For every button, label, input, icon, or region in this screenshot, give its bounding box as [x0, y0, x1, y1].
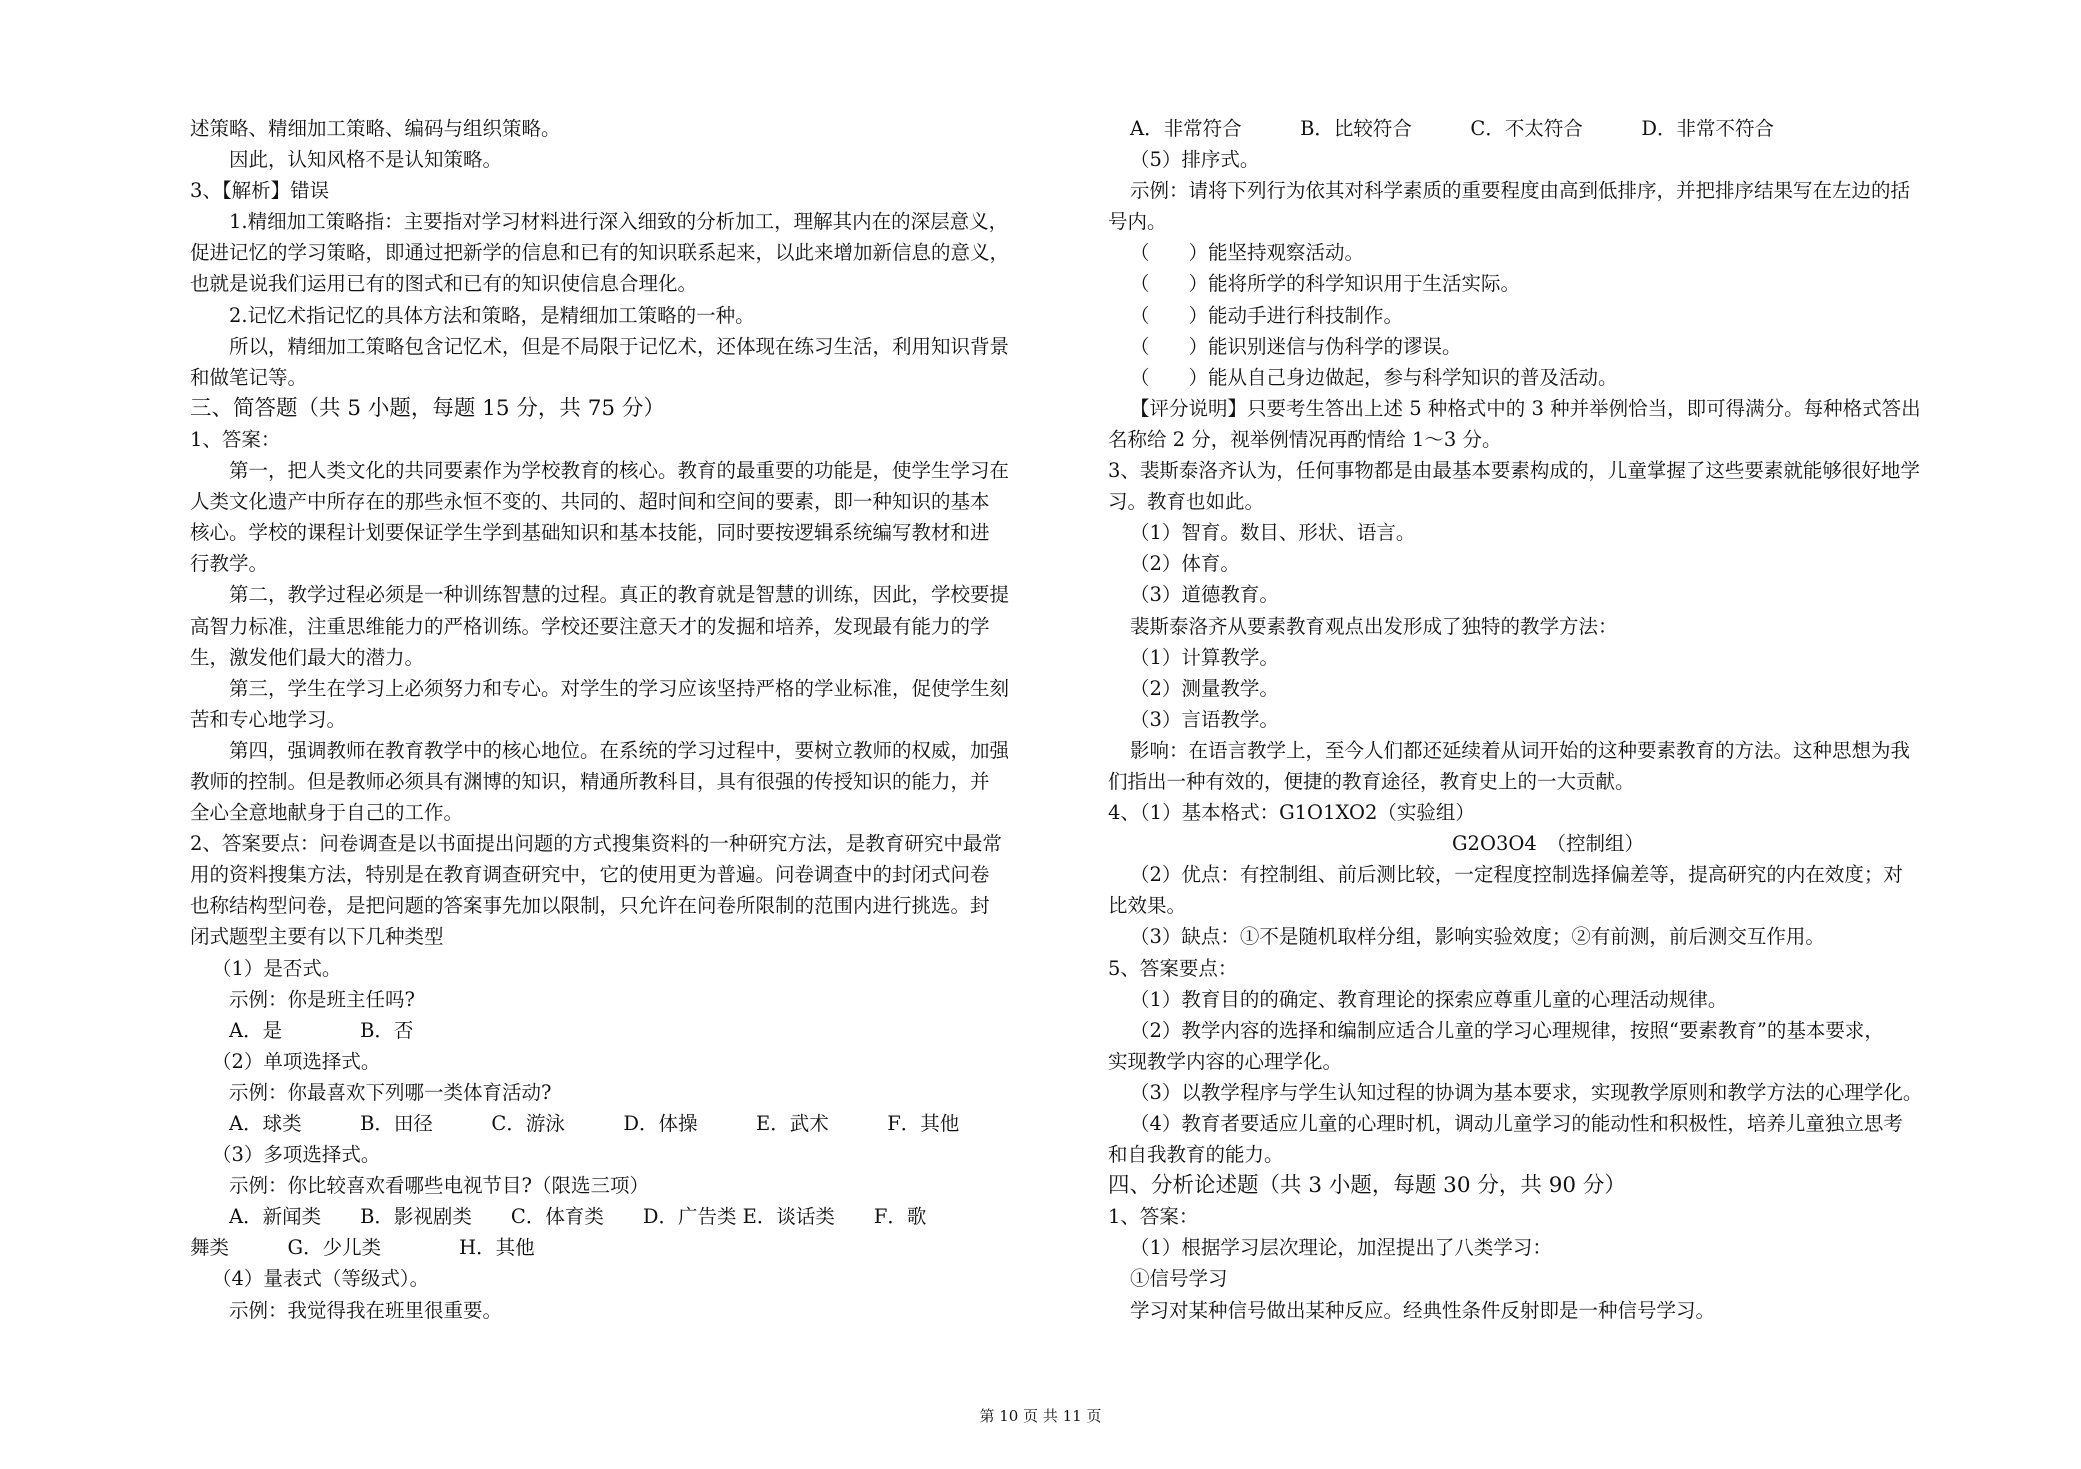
text-line: 用的资料搜集方法，特别是在教育调查研究中，它的使用更为普遍。问卷调查中的封闭式问卷	[190, 863, 990, 887]
text-line: 示例：你是班主任吗?	[229, 987, 415, 1011]
text-line: （1）智育。数目、形状、语言。	[1130, 521, 1416, 545]
text-line: （2）单项选择式。	[212, 1049, 381, 1073]
text-line: 示例：我觉得我在班里很重要。	[229, 1298, 503, 1322]
text-line: 4、（1）基本格式：G1O1XO2（实验组）	[1108, 801, 1475, 825]
text-line: 和自我教育的能力。	[1108, 1143, 1284, 1167]
text-line: 人类文化遗产中所存在的那些永恒不变的、共同的、超时间和空间的要素，即一种知识的基本	[190, 490, 990, 514]
text-line: 第三，学生在学习上必须努力和专心。对学生的学习应该坚持严格的学业标准，促使学生刻	[229, 676, 1010, 700]
text-line: 第四，强调教师在教育教学中的核心地位。在系统的学习过程中，要树立教师的权威，加强	[229, 738, 1010, 762]
text-line: 号内。	[1108, 210, 1167, 234]
text-line: 述策略、精细加工策略、编码与组织策略。	[190, 117, 561, 140]
text-line: A．新闻类 B．影视剧类 C．体育类 D．广告类 E．谈话类 F．歌	[229, 1205, 927, 1229]
text-line: （ ）能动手进行科技制作。	[1130, 303, 1404, 327]
text-line: 促进记忆的学习策略，即通过把新学的信息和已有的知识联系起来，以此来增加新信息的意义，	[190, 241, 1010, 265]
section-heading: 四、分析论述题（共 3 小题，每题 30 分，共 90 分）	[1108, 1173, 1626, 1199]
text-line: （5）排序式。	[1130, 148, 1260, 172]
text-line: 影响：在语言教学上，至今人们都还延续着从词开始的这种要素教育的方法。这种思想为我	[1130, 738, 1911, 762]
text-line: 第一，把人类文化的共同要素作为学校教育的核心。教育的最重要的功能是，使学生学习在	[229, 459, 1010, 483]
text-line: 【评分说明】只要考生答出上述 5 种格式中的 3 种并举例恰当，即可得满分。每种格式答出	[1130, 396, 1921, 420]
text-line: ①信号学习	[1130, 1267, 1228, 1291]
text-line: （1）是否式。	[212, 956, 342, 980]
text-line: （3）缺点：①不是随机取样分组，影响实验效度；②有前测，前后测交互作用。	[1130, 925, 1825, 949]
text-line: A．球类 B．田径 C．游泳 D．体操 E．武术 F．其他	[229, 1112, 960, 1135]
text-line: 生，激发他们最大的潜力。	[190, 645, 425, 669]
text-line: 1、答案：	[190, 427, 281, 451]
text-line: 和做笔记等。	[190, 365, 308, 389]
text-line: A．是 B．否	[229, 1018, 414, 1042]
text-line: A．非常符合 B．比较符合 C．不太符合 D．非常不符合	[1130, 117, 1774, 140]
text-line: 因此，认知风格不是认知策略。	[229, 148, 503, 172]
text-line: 们指出一种有效的，便捷的教育途径，教育史上的一大贡献。	[1108, 769, 1635, 793]
text-line: （ ）能将所学的科学知识用于生活实际。	[1130, 272, 1521, 296]
text-line: 名称给 2 分，视举例情况再酌情给 1～3 分。	[1108, 427, 1502, 451]
text-line: （3）以教学程序与学生认知过程的协调为基本要求，实现教学原则和教学方法的心理学化。	[1130, 1080, 1923, 1104]
text-line: 闭式题型主要有以下几种类型	[190, 925, 444, 949]
text-line: 学习对某种信号做出某种反应。经典性条件反射即是一种信号学习。	[1130, 1298, 1716, 1322]
text-line: 苦和专心地学习。	[190, 707, 347, 731]
text-line: 裴斯泰洛齐从要素教育观点出发形成了独特的教学方法：	[1130, 614, 1618, 638]
text-line: 示例：你比较喜欢看哪些电视节目?（限选三项）	[229, 1174, 649, 1198]
text-line: 实现教学内容的心理学化。	[1108, 1049, 1343, 1073]
text-line: 也就是说我们运用已有的图式和已有的知识使信息合理化。	[190, 272, 698, 296]
text-line: （ ）能从自己身边做起，参与科学知识的普及活动。	[1130, 365, 1618, 389]
text-line: （2）测量教学。	[1130, 676, 1279, 700]
text-line: 高智力标准，注重思维能力的严格训练。学校还要注意天才的发掘和培养，发现最有能力的学	[190, 614, 990, 638]
text-line: （4）教育者要适应儿童的心理时机，调动儿童学习的能动性和积极性，培养儿童独立思考	[1130, 1112, 1903, 1135]
text-line: 5、答案要点：	[1108, 956, 1238, 980]
text-line: 舞类 G．少儿类 H．其他	[190, 1236, 535, 1260]
left-column	[190, 113, 1075, 1326]
right-column	[1108, 113, 1988, 1326]
text-line: 全心全意地献身于自己的工作。	[190, 801, 464, 825]
text-line: 比效果。	[1108, 894, 1187, 918]
text-line: 核心。学校的课程计划要保证学生学到基础知识和基本技能，同时要按逻辑系统编写教材和进	[190, 521, 990, 545]
text-line: 3、裴斯泰洛齐认为，任何事物都是由最基本要素构成的，儿童掌握了这些要素就能够很好地学	[1108, 459, 1920, 483]
text-line: （1）计算教学。	[1130, 645, 1279, 669]
text-line: 2、答案要点：问卷调查是以书面提出问题的方式搜集资料的一种研究方法，是教育研究中最常	[190, 832, 1002, 856]
text-line: 1.精细加工策略指：主要指对学习材料进行深入细致的分析加工，理解其内在的深层意义，	[229, 210, 1009, 234]
text-line: （2）优点：有控制组、前后测比较，一定程度控制选择偏差等，提高研究的内在效度；对	[1130, 863, 1903, 887]
text-line: （ ）能坚持观察活动。	[1130, 241, 1365, 265]
text-line: 行教学。	[190, 552, 269, 576]
text-line: 所以，精细加工策略包含记忆术，但是不局限于记忆术，还体现在练习生活，利用知识背景	[229, 334, 1010, 358]
text-line: （3）言语教学。	[1130, 707, 1279, 731]
text-line: 第二，教学过程必须是一种训练智慧的过程。真正的教育就是智慧的训练，因此，学校要提	[229, 583, 1010, 607]
section-heading: 三、简答题（共 5 小题，每题 15 分，共 75 分）	[190, 395, 665, 421]
text-line: （3）多项选择式。	[212, 1143, 381, 1167]
text-line: （2）体育。	[1130, 552, 1240, 576]
text-line: （3）道德教育。	[1130, 583, 1279, 607]
text-line: （1）教育目的的确定、教育理论的探索应尊重儿童的心理活动规律。	[1130, 987, 1728, 1011]
text-line: 1、答案：	[1108, 1205, 1199, 1229]
text-line: （ ）能识别迷信与伪科学的谬误。	[1130, 334, 1462, 358]
text-line: 也称结构型问卷，是把问题的答案事先加以限制，只允许在问卷所限制的范围内进行挑选。封	[190, 894, 990, 918]
text-line: G2O3O4 （控制组）	[1451, 832, 1645, 856]
text-line: （1）根据学习层次理论，加涅提出了八类学习：	[1130, 1236, 1552, 1260]
text-line: 习。教育也如此。	[1108, 490, 1265, 514]
text-line: 2.记忆术指记忆的具体方法和策略，是精细加工策略的一种。	[229, 303, 755, 327]
text-line: （2）教学内容的选择和编制应适合儿童的学习心理规律，按照“要素教育”的基本要求，	[1130, 1018, 1884, 1042]
text-line: 示例：请将下列行为依其对科学素质的重要程度由高到低排序，并把排序结果写在左边的括	[1130, 179, 1911, 203]
text-line: 教师的控制。但是教师必须具有渊博的知识，精通所教科目，具有很强的传授知识的能力，并	[190, 769, 990, 793]
text-line: 3、【解析】错误	[190, 179, 330, 203]
text-line: （4）量表式（等级式）。	[212, 1267, 430, 1291]
page-footer: 第 10 页 共 11 页	[979, 1407, 1102, 1425]
text-line: 示例：你最喜欢下列哪一类体育活动?	[229, 1080, 552, 1104]
